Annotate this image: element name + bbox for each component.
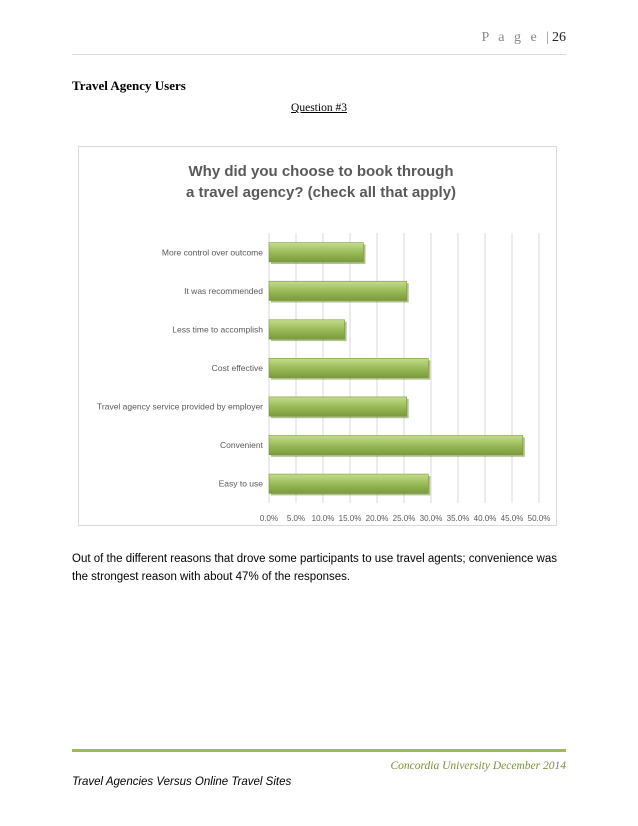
page-number-value: 26: [552, 30, 566, 45]
bar: [269, 243, 364, 262]
x-tick-label: 25.0%: [392, 514, 416, 523]
x-tick-label: 45.0%: [500, 514, 524, 523]
bar-chart: [79, 147, 556, 525]
category-label: Easy to use: [218, 478, 263, 489]
chart-title-line-2: a travel agency? (check all that apply): [185, 184, 457, 201]
category-label: More control over outcome: [161, 247, 263, 258]
section-title: Travel Agency Users: [72, 78, 186, 93]
x-tick-label: 40.0%: [473, 514, 497, 523]
footer-rule: [72, 749, 566, 752]
chart-container: [78, 146, 557, 526]
x-tick-label: 10.0%: [311, 514, 335, 523]
page-label: P a g e: [481, 30, 540, 45]
header-rule: [72, 54, 566, 55]
bar: [269, 358, 428, 377]
category-label: Cost effective: [211, 363, 263, 373]
category-label: Less time to accomplish: [172, 324, 263, 335]
x-tick-label: 5.0%: [286, 514, 306, 523]
bar: [269, 320, 345, 339]
x-tick-label: 50.0%: [527, 514, 551, 523]
page-separator: |: [546, 30, 552, 45]
x-tick-label: 0.0%: [259, 514, 279, 523]
body-paragraph: Out of the different reasons that drove some participants to use travel agents; convenience was the strongest reason with about 47% of the responses.: [72, 553, 557, 583]
bar: [269, 281, 407, 300]
x-tick-label: 15.0%: [338, 514, 362, 523]
x-tick-label: 35.0%: [446, 514, 470, 523]
category-label: Travel agency service provided by employer: [97, 401, 263, 412]
bar: [269, 397, 407, 416]
x-tick-label: 20.0%: [365, 514, 389, 523]
page-number: [481, 30, 566, 46]
question-label: Question #3: [291, 102, 347, 114]
bar: [269, 474, 428, 493]
chart-title-line-1: Why did you choose to book through: [188, 163, 454, 180]
footer-organization: Concordia University December 2014: [390, 760, 566, 772]
category-label: It was recommended: [184, 285, 263, 296]
x-tick-label: 30.0%: [419, 514, 443, 523]
footer-document-title: Travel Agencies Versus Online Travel Sites: [72, 776, 292, 788]
bar: [269, 436, 523, 455]
category-label: Convenient: [219, 440, 263, 451]
